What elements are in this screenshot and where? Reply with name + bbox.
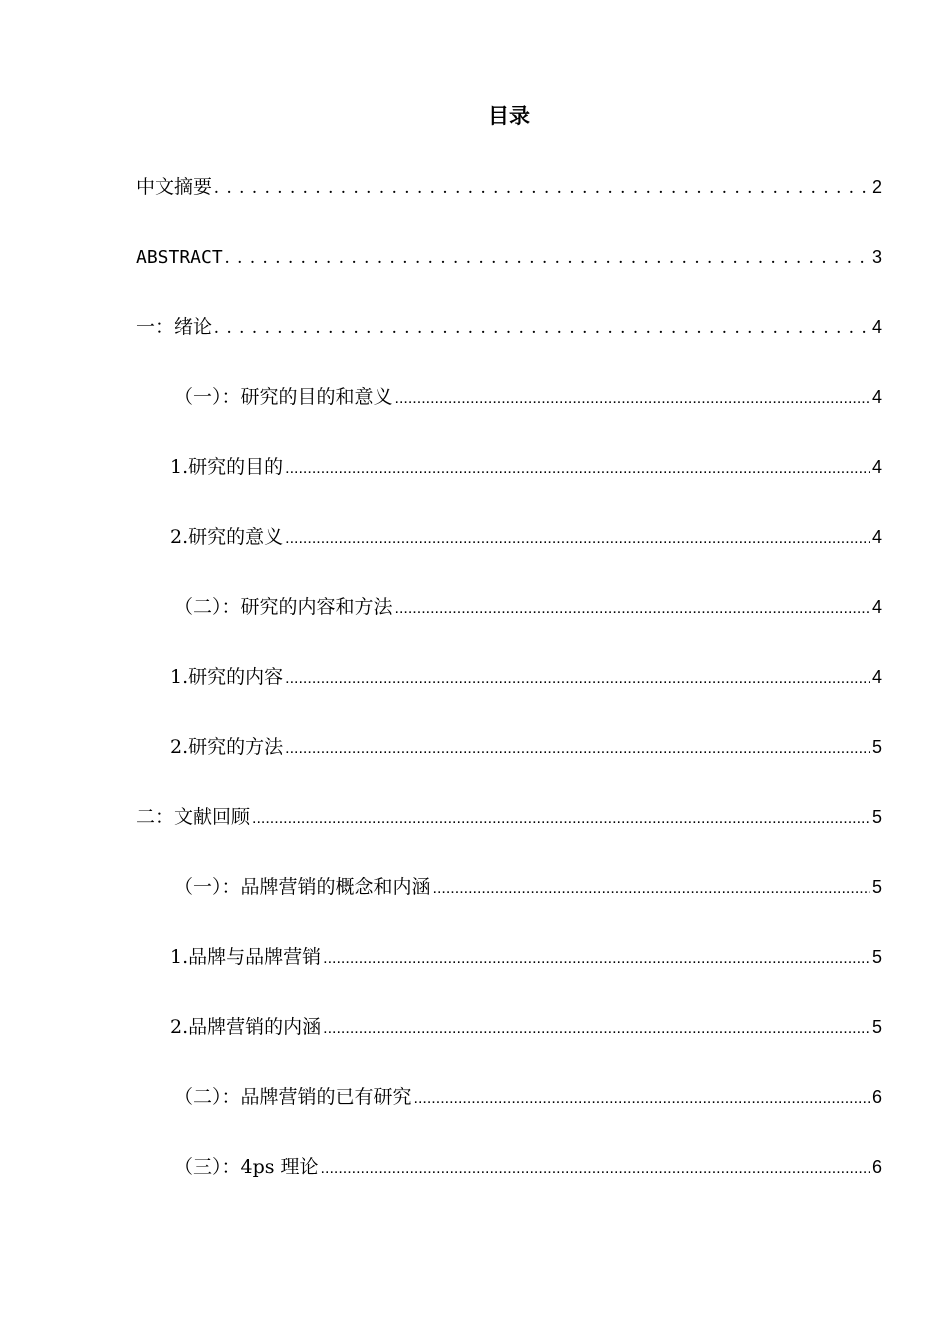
toc-entry[interactable]	[0, 170, 950, 240]
toc-entry-label: 中文摘要	[136, 176, 213, 198]
toc-entry[interactable]	[0, 310, 950, 380]
toc-page-number: 2	[871, 177, 882, 197]
toc-entry[interactable]	[0, 870, 950, 940]
toc-page-number: 4	[871, 527, 882, 547]
toc-dot-leader	[252, 803, 870, 834]
toc-page-number: 5	[871, 947, 882, 967]
toc-page-number: 4	[871, 597, 882, 617]
toc-dot-leader	[214, 173, 870, 203]
toc-entry-label: 1.研究的目的	[170, 456, 284, 478]
toc-entry-label: ABSTRACT	[136, 247, 223, 268]
toc-entry[interactable]	[0, 450, 950, 520]
toc-entry[interactable]	[0, 240, 950, 310]
toc-dot-leader	[414, 1083, 870, 1114]
toc-page-number: 4	[871, 667, 882, 687]
toc-entry-label: 2.研究的方法	[170, 736, 284, 758]
toc-page-number: 4	[871, 317, 882, 337]
toc-entry[interactable]	[0, 1080, 950, 1150]
toc-entry[interactable]	[0, 940, 950, 1010]
toc-dot-leader	[285, 663, 870, 694]
toc-page-number: 6	[871, 1087, 882, 1107]
toc-entry-label: 二：文献回顾	[136, 806, 251, 828]
toc-entry-label: 一：绪论	[136, 316, 213, 338]
toc-dot-leader	[395, 593, 870, 624]
toc-entry[interactable]	[0, 660, 950, 730]
toc-entry[interactable]	[0, 590, 950, 660]
toc-page-number: 6	[871, 1157, 882, 1177]
toc-entry-label: （三）：4ps 理论	[174, 1156, 319, 1178]
toc-entry[interactable]	[0, 730, 950, 800]
toc-dot-leader	[285, 523, 870, 554]
toc-entry-label: 2.品牌营销的内涵	[170, 1016, 322, 1038]
toc-dot-leader	[323, 943, 870, 974]
toc-dot-leader	[285, 733, 870, 764]
toc-entry-label: （二）：品牌营销的已有研究	[174, 1086, 412, 1108]
toc-page-number: 4	[871, 387, 882, 407]
toc-page-number: 5	[871, 737, 882, 757]
toc-entry-label: （一）：研究的目的和意义	[174, 386, 393, 408]
toc-dot-leader	[395, 383, 870, 414]
toc-dot-leader	[285, 453, 870, 484]
toc-list	[0, 170, 950, 1220]
toc-entry-label: （二）：研究的内容和方法	[174, 596, 393, 618]
toc-page-number: 4	[871, 457, 882, 477]
toc-entry[interactable]	[0, 380, 950, 450]
toc-entry[interactable]	[0, 1010, 950, 1080]
toc-dot-leader	[323, 1013, 870, 1044]
toc-dot-leader	[433, 873, 870, 904]
toc-dot-leader	[321, 1153, 870, 1184]
toc-entry[interactable]	[0, 1150, 950, 1220]
toc-dot-leader	[214, 313, 870, 343]
toc-entry-label: 1.品牌与品牌营销	[170, 946, 322, 968]
toc-page-number: 3	[871, 247, 882, 267]
toc-dot-leader	[225, 243, 870, 273]
toc-page-number: 5	[871, 807, 882, 827]
toc-entry-label: 2.研究的意义	[170, 526, 284, 548]
toc-entry[interactable]	[0, 520, 950, 590]
toc-entry-label: 1.研究的内容	[170, 666, 284, 688]
toc-page-number: 5	[871, 877, 882, 897]
toc-entry-label: （一）：品牌营销的概念和内涵	[174, 876, 431, 898]
toc-page-number: 5	[871, 1017, 882, 1037]
toc-title: 目录	[488, 104, 530, 128]
toc-entry[interactable]	[0, 800, 950, 870]
